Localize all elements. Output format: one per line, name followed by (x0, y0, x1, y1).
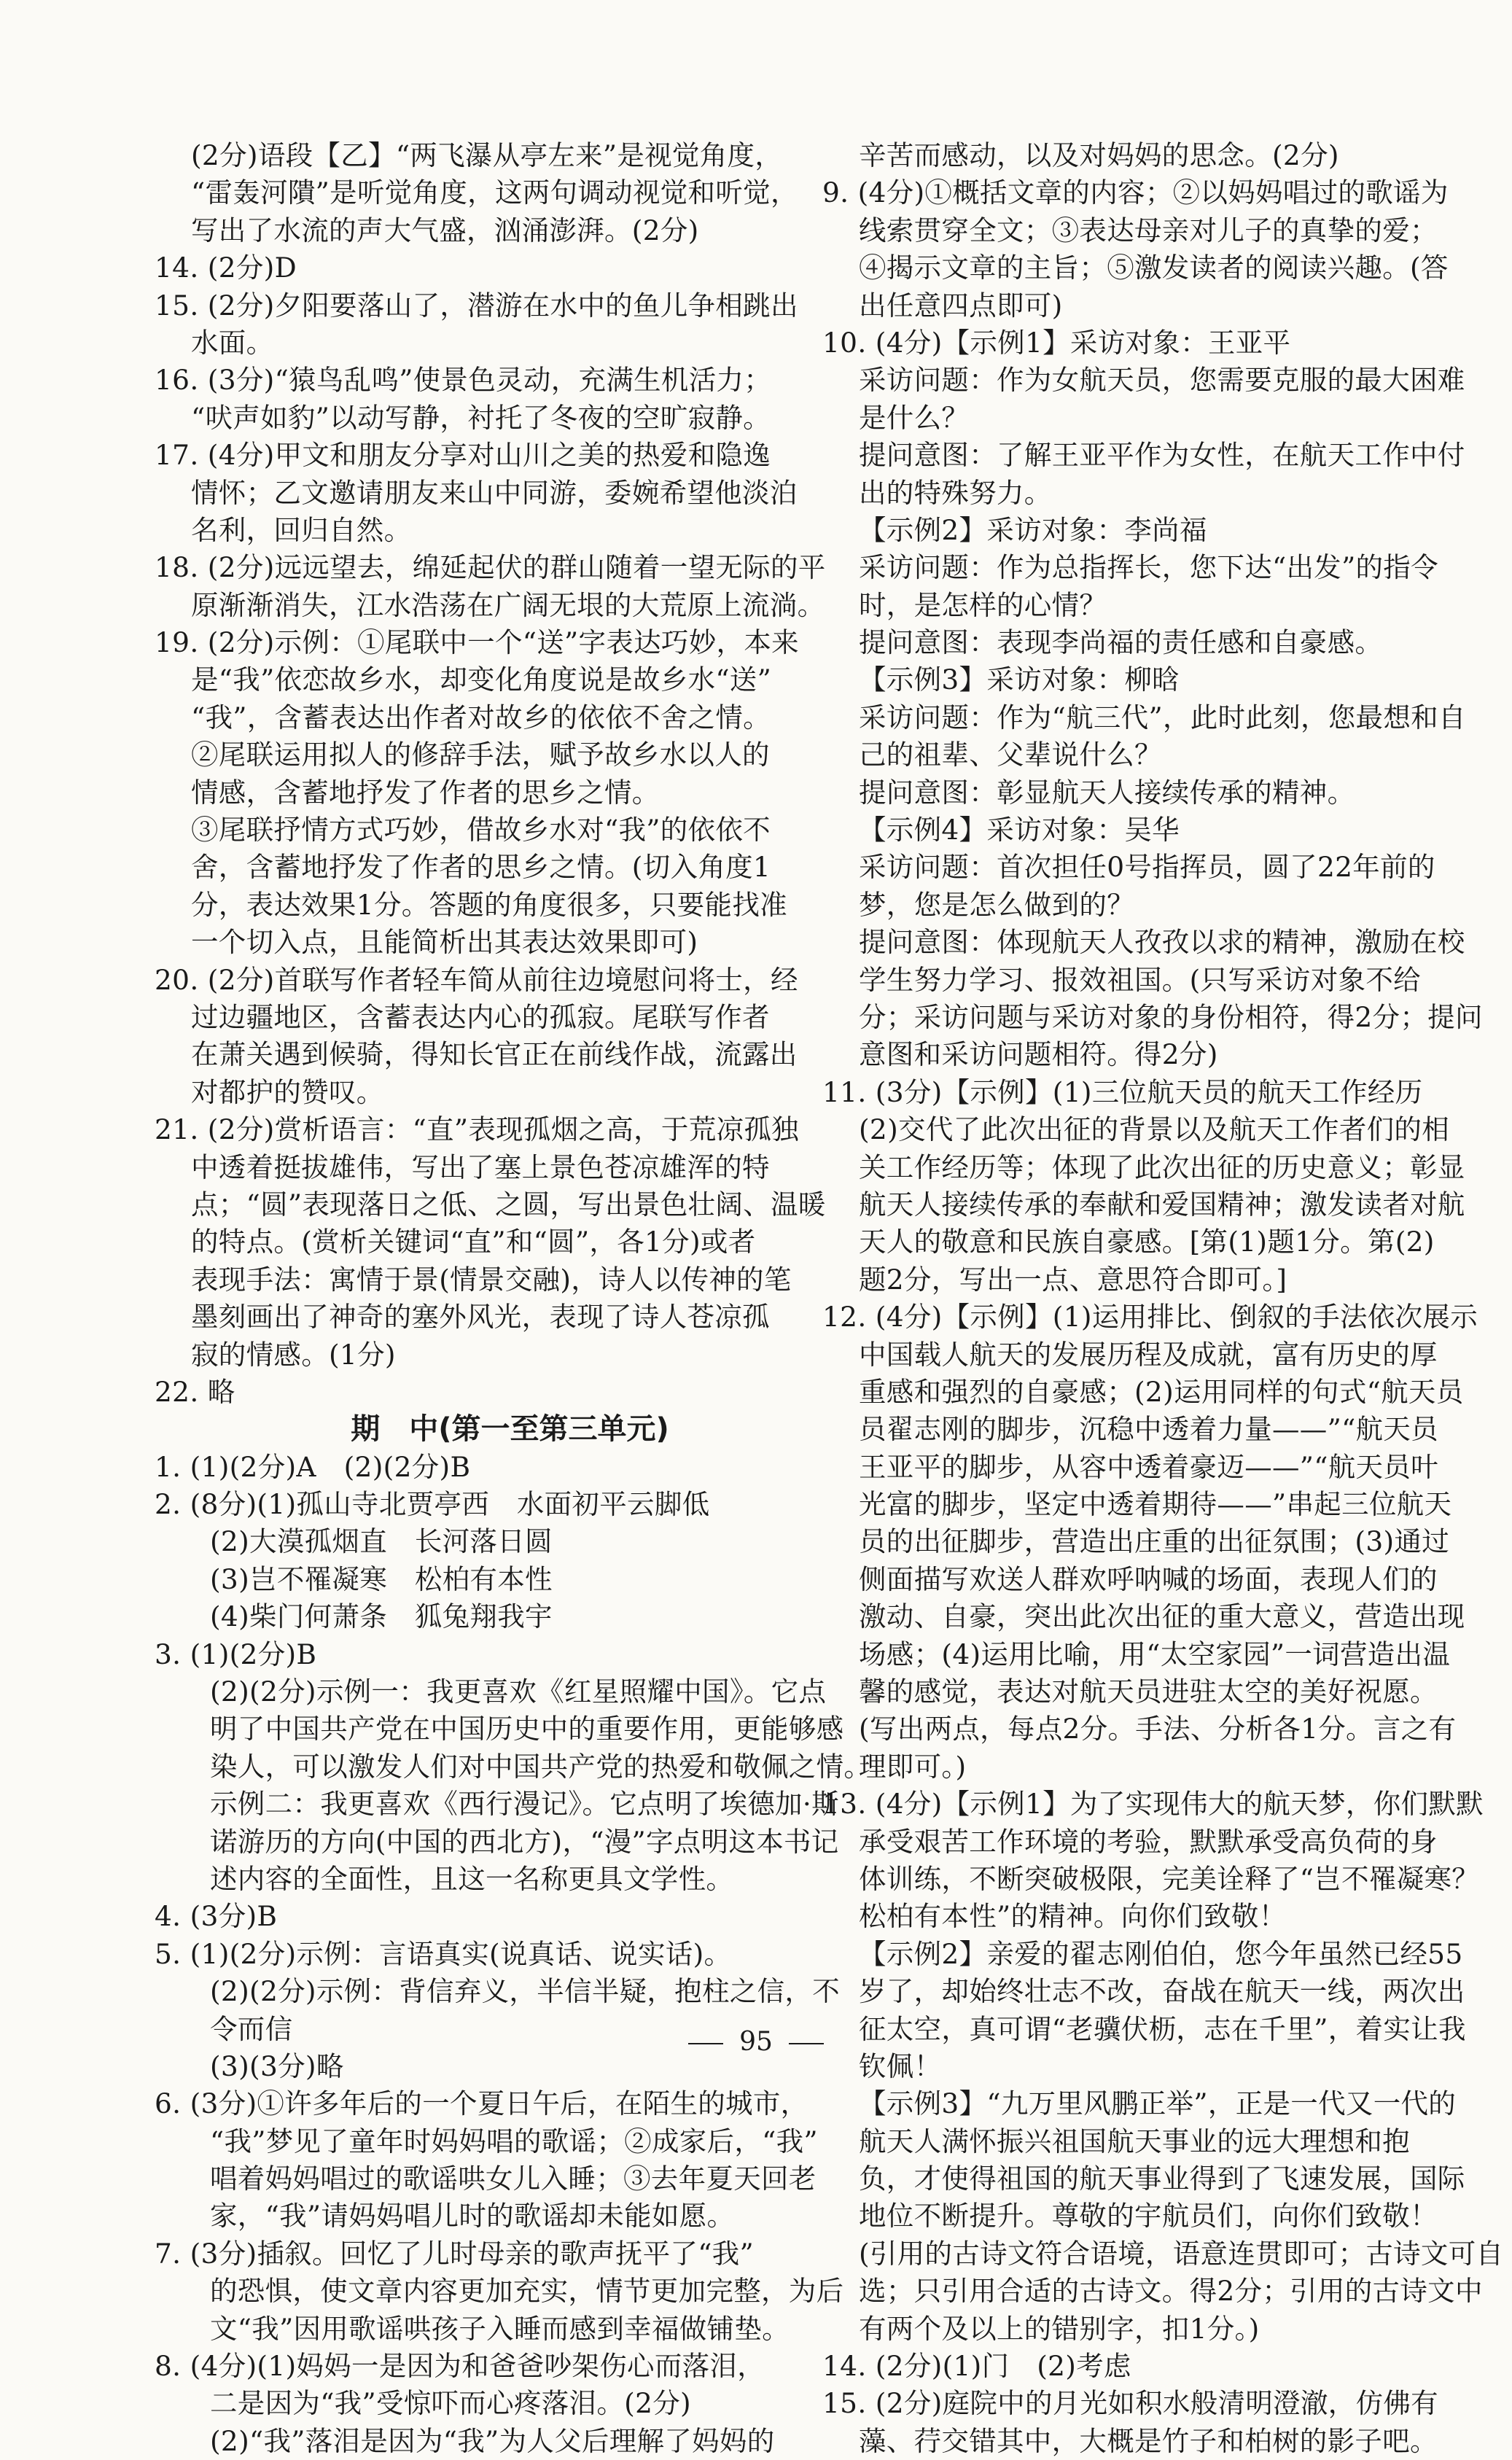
text-line: 3. (1)(2分)B (155, 1638, 317, 1670)
text-line: 【示例3】“九万里风鹏正举”，正是一代又一代的 (859, 2087, 1457, 2120)
text-line: 意图和采访问题相符。得2分) (859, 1038, 1218, 1071)
text-line: 线索贯穿全文；③表达母亲对儿子的真挚的爱； (859, 214, 1438, 246)
text-line: ③尾联抒情方式巧妙，借故乡水对“我”的依依不 (191, 814, 771, 846)
text-line: 舍，含蓄地抒发了作者的思乡之情。(切入角度1 (191, 851, 771, 884)
text-line: 10. (4分)【示例1】采访对象：王亚平 (822, 326, 1291, 359)
text-line: 中国载人航天的发展历程及成就，富有历史的厚 (859, 1338, 1438, 1371)
page-number-dash-left (688, 2043, 723, 2044)
text-line: 述内容的全面性，且这一名称更具文学性。 (210, 1862, 734, 1895)
text-line: 墨刻画出了神奇的塞外风光，表现了诗人苍凉孤 (191, 1301, 770, 1334)
text-line: 时，是怎样的心情？ (859, 588, 1107, 621)
text-line: (3)岂不罹凝寒 松柏有本性 (210, 1562, 553, 1595)
text-line: 表现手法：寓情于景(情景交融)，诗人以传神的笔 (191, 1263, 792, 1296)
text-line: 航天人满怀振兴祖国航天事业的远大理想和抱 (859, 2125, 1410, 2157)
text-line: 采访问题：作为“航三代”，此时此刻，您最想和自 (859, 701, 1466, 733)
text-line: 情感，含蓄地抒发了作者的思乡之情。 (191, 776, 660, 809)
text-line: 天人的敬意和民族自豪感。[第(1)题1分。第(2) (859, 1226, 1435, 1258)
text-line: 14. (2分)(1)门 (2)考虑 (822, 2350, 1131, 2383)
text-line: 对都护的赞叹。 (191, 1075, 384, 1108)
text-line: (4)柴门何萧条 狐兔翔我宇 (210, 1600, 553, 1633)
text-line: 馨的感觉，表达对航天员进驻太空的美好祝愿。 (859, 1675, 1438, 1708)
text-line: 辛苦而感动，以及对妈妈的思念。(2分) (859, 139, 1339, 171)
text-line: 关工作经历等；体现了此次出征的历史意义；彰显 (859, 1151, 1465, 1183)
text-line: 承受艰苦工作环境的考验，默默承受高负荷的身 (859, 1825, 1438, 1858)
text-line: 【示例2】采访对象：李尚福 (859, 513, 1207, 546)
text-line: 寂的情感。(1分) (191, 1338, 396, 1371)
text-line: ②尾联运用拟人的修辞手法，赋予故乡水以人的 (191, 739, 770, 771)
text-line: “我”，含蓄表达出作者对故乡的依依不舍之情。 (191, 701, 771, 733)
text-line: 重感和强烈的自豪感；(2)运用同样的句式“航天员 (859, 1375, 1464, 1408)
text-line: 场感；(4)运用比喻，用“太空家园”一词营造出温 (859, 1638, 1451, 1670)
text-line: 原渐渐消失，江水浩荡在广阔无垠的大荒原上流淌。 (191, 588, 825, 621)
text-line: 提问意图：体现航天人孜孜以求的精神，激励在校 (859, 926, 1465, 959)
text-line: 是什么？ (859, 401, 970, 434)
text-line: 染人，可以激发人们对中国共产党的热爱和敬佩之情。 (210, 1750, 872, 1783)
text-line: 5. (1)(2分)示例：言语真实(说真话、说实话)。 (155, 1937, 732, 1970)
text-line: 采访问题：首次担任0号指挥员，圆了22年前的 (859, 851, 1435, 884)
text-line: 的恐惧，使文章内容更加充实，情节更加完整，为后 (210, 2275, 844, 2308)
text-line: 分；采访问题与采访对象的身份相符，得2分；提问 (859, 1000, 1483, 1033)
left-column (155, 137, 872, 2460)
text-line: 19. (2分)示例：①尾联中一个“送”字表达巧妙，本来 (155, 626, 799, 659)
page-number-dash-right (789, 2043, 824, 2044)
right-column (822, 137, 1504, 2460)
text-line: 岁了，却始终壮志不改，奋战在航天一线，两次出 (859, 1975, 1465, 2008)
text-line: 14. (2分)D (155, 252, 297, 284)
page-number (0, 2027, 1512, 2057)
text-line: 采访问题：作为总指挥长，您下达“出发”的指令 (859, 551, 1438, 584)
text-line: 过边疆地区，含蓄表达内心的孤寂。尾联写作者 (191, 1000, 770, 1033)
text-line: 9. (4分)①概括文章的内容；②以妈妈唱过的歌谣为 (822, 176, 1449, 209)
text-line: 诺游历的方向(中国的西北方)，“漫”字点明这本书记 (210, 1825, 839, 1858)
text-line: (3)(3分)略 (210, 2050, 344, 2082)
text-line: 名利，回归自然。 (191, 513, 412, 546)
text-line: 家，“我”请妈妈唱儿时的歌谣却未能如愿。 (210, 2200, 735, 2233)
text-line: 体训练，不断突破极限，完美诠释了“岂不罹凝寒？ (859, 1862, 1480, 1895)
text-line: 15. (2分)夕阳要落山了，潜游在水中的鱼儿争相跳出 (155, 289, 798, 322)
text-line: 中透着挺拔雄伟，写出了塞上景色苍凉雄浑的特 (191, 1151, 770, 1183)
text-line: (2)“我”落泪是因为“我”为人父后理解了妈妈的 (210, 2424, 775, 2457)
text-line: (2)交代了此次出征的背景以及航天工作者们的相 (859, 1113, 1450, 1146)
text-line: 员的出征脚步，营造出庄重的出征氛围；(3)通过 (859, 1525, 1450, 1558)
text-line: 文“我”因用歌谣哄孩子入睡而感到幸福做铺垫。 (210, 2312, 790, 2345)
text-line: 16. (3分)“猿鸟乱鸣”使景色灵动，充满生机活力； (155, 364, 772, 397)
text-line: 松柏有本性”的精神。向你们致敬！ (859, 1900, 1287, 1933)
text-line: 王亚平的脚步，从容中透着豪迈——”“航天员叶 (859, 1450, 1438, 1483)
text-line: 采访问题：作为女航天员，您需要克服的最大困难 (859, 364, 1465, 397)
text-line: (引用的古诗文符合语境，语意连贯即可；古诗文可自 (859, 2237, 1504, 2270)
text-line: 【示例4】采访对象：吴华 (859, 814, 1180, 846)
text-line: 18. (2分)远远望去，绵延起伏的群山随着一望无际的平 (155, 551, 826, 584)
text-line: 【示例3】采访对象：柳晗 (859, 663, 1180, 696)
text-line: 二是因为“我”受惊吓而心疼落泪。(2分) (210, 2387, 691, 2420)
text-line: 提问意图：了解王亚平作为女性，在航天工作中付 (859, 439, 1465, 472)
text-line: 激动、自豪，突出此次出征的重大意义，营造出现 (859, 1600, 1465, 1633)
text-line: 示例二：我更喜欢《西行漫记》。它点明了埃德加·斯 (210, 1788, 839, 1821)
text-line: 理即可。) (859, 1750, 967, 1783)
text-line: 员翟志刚的脚步，沉稳中透着力量——”“航天员 (859, 1413, 1438, 1446)
text-line: 梦，您是怎么做到的？ (859, 888, 1134, 921)
text-line: 的特点。(赏析关键词“直”和“圆”，各1分)或者 (191, 1226, 756, 1258)
text-line: 是“我”依恋故乡水，却变化角度说是故乡水“送” (191, 663, 772, 696)
text-line: (2)大漠孤烟直 长河落日圆 (210, 1525, 553, 1558)
section-heading: 期 中(第一至第三单元) (351, 1412, 669, 1447)
text-line: 12. (4分)【示例】(1)运用排比、倒叙的手法依次展示 (822, 1301, 1478, 1334)
text-line: ④揭示文章的主旨；⑤激发读者的阅读兴趣。(答 (859, 252, 1449, 284)
text-line: 征太空，真可谓“老骥伏枥，志在千里”，着实让我 (859, 2012, 1466, 2045)
text-line: “我”梦见了童年时妈妈唱的歌谣；②成家后，“我” (210, 2125, 818, 2157)
text-line: 2. (8分)(1)孤山寺北贾亭西 水面初平云脚低 (155, 1488, 710, 1521)
text-line: 提问意图：彰显航天人接续传承的精神。 (859, 776, 1355, 809)
text-line: 点；“圆”表现落日之低、之圆，写出景色壮阔、温暖 (191, 1188, 826, 1221)
text-line: 写出了水流的声大气盛，汹涌澎湃。(2分) (191, 214, 699, 246)
text-line: 负，才使得祖国的航天事业得到了飞速发展，国际 (859, 2163, 1465, 2195)
text-line: 情怀；乙文邀请朋友来山中同游，委婉希望他淡泊 (191, 476, 798, 509)
text-line: 钦佩！ (859, 2050, 942, 2082)
text-line: “吠声如豹”以动写静，衬托了冬夜的空旷寂静。 (191, 401, 771, 434)
text-line: 在萧关遇到候骑，得知长官正在前线作战，流露出 (191, 1038, 798, 1071)
text-line: 出的特殊努力。 (859, 476, 1052, 509)
text-line: 明了中国共产党在中国历史中的重要作用，更能够感 (210, 1713, 844, 1745)
page-number-text: 95 (739, 2027, 773, 2057)
text-line: 11. (3分)【示例】(1)三位航天员的航天工作经历 (822, 1075, 1423, 1108)
text-line: 13. (4分)【示例1】为了实现伟大的航天梦，你们默默 (822, 1788, 1484, 1821)
text-line: 地位不断提升。尊敬的宇航员们，向你们致敬！ (859, 2200, 1438, 2233)
text-line: 分，表达效果1分。答题的角度很多，只要能找准 (191, 888, 787, 921)
text-line: 侧面描写欢送人群欢呼呐喊的场面，表现人们的 (859, 1562, 1438, 1595)
text-line: 令而信 (210, 2012, 293, 2045)
text-line: (2分)语段【乙】“两飞瀑从亭左来”是视觉角度， (191, 139, 783, 171)
text-line: 题2分，写出一点、意思符合即可。] (859, 1263, 1287, 1296)
text-line: 21. (2分)赏析语言：“直”表现孤烟之高，于荒凉孤独 (155, 1113, 799, 1146)
text-line: 【示例2】亲爱的翟志刚伯伯，您今年虽然已经55 (859, 1937, 1463, 1970)
text-line: 4. (3分)B (155, 1900, 278, 1933)
text-line: 20. (2分)首联写作者轻车简从前往边境慰问将士，经 (155, 963, 798, 996)
text-line: 6. (3分)①许多年后的一个夏日午后，在陌生的城市， (155, 2087, 808, 2120)
text-line: 提问意图：表现李尚福的责任感和自豪感。 (859, 626, 1383, 659)
text-line: 选；只引用合适的古诗文。得2分；引用的古诗文中 (859, 2275, 1483, 2308)
text-line: 光富的脚步，坚定中透着期待——”串起三位航天 (859, 1488, 1452, 1521)
text-line: (写出两点，每点2分。手法、分析各1分。言之有 (859, 1713, 1457, 1745)
text-line: 唱着妈妈唱过的歌谣哄女儿入睡；③去年夏天回老 (210, 2163, 817, 2195)
text-line: 8. (4分)(1)妈妈一是因为和爸爸吵架伤心而落泪， (155, 2350, 765, 2383)
text-line: 22. 略 (155, 1375, 235, 1408)
text-line: 7. (3分)插叙。回忆了儿时母亲的歌声抚平了“我” (155, 2237, 754, 2270)
text-line: 己的祖辈、父辈说什么？ (859, 739, 1162, 771)
text-line: 藻、荇交错其中，大概是竹子和柏树的影子吧。 (859, 2424, 1438, 2457)
text-line: (2)(2分)示例：背信弃义，半信半疑，抱柱之信，不 (210, 1975, 841, 2008)
text-line: (2)(2分)示例一：我更喜欢《红星照耀中国》。它点 (210, 1675, 827, 1708)
text-line: 水面。 (191, 326, 274, 359)
text-line: 学生努力学习、报效祖国。(只写采访对象不给 (859, 963, 1421, 996)
text-line: 有两个及以上的错别字，扣1分。) (859, 2312, 1260, 2345)
text-line: 17. (4分)甲文和朋友分享对山川之美的热爱和隐逸 (155, 439, 771, 472)
text-line: “雷轰河隤”是听觉角度，这两句调动视觉和听觉， (191, 176, 798, 209)
text-line: 航天人接续传承的奉献和爱国精神；激发读者对航 (859, 1188, 1465, 1221)
text-line: 一个切入点，且能简析出其表达效果即可) (191, 926, 698, 959)
text-line: 出任意四点即可) (859, 289, 1063, 322)
text-line: 1. (1)(2分)A (2)(2分)B (155, 1450, 471, 1483)
text-line: 15. (2分)庭院中的月光如积水般清明澄澈，仿佛有 (822, 2387, 1438, 2420)
